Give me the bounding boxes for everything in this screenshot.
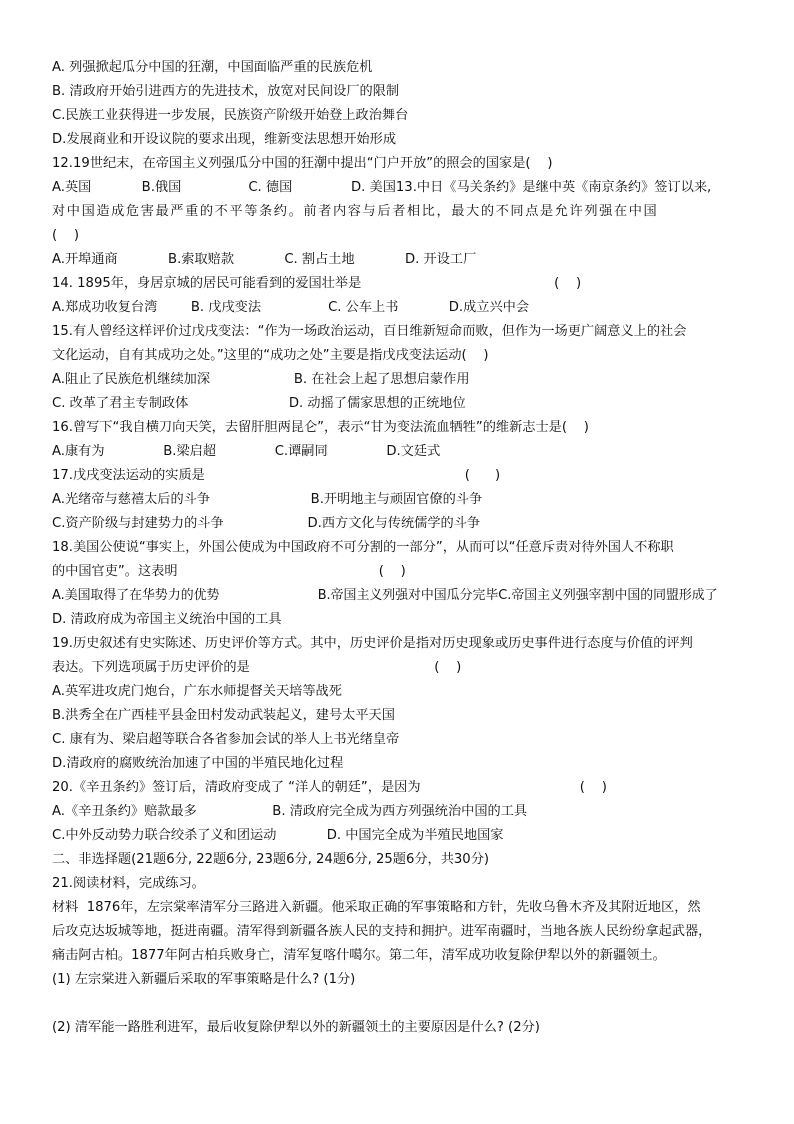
q19-option-d: D.清政府的腐败统治加速了中国的半殖民地化过程	[52, 756, 344, 771]
q11-option-a: A. 列强掀起瓜分中国的狂潮，中国面临严重的民族危机	[52, 60, 373, 75]
q18-stem: 18.美国公使说“事实上，外国公使成为中国政府不可分割的一部分”，从而可以“任意斥责对待外国人不称职	[52, 540, 674, 555]
q17-stem: 17.戊戌变法运动的实质是 ( )	[52, 468, 501, 483]
q19-option-a: A.英军进攻虎门炮台，广东水师提督关天培等战死	[52, 684, 342, 699]
q18-option-d: D. 清政府成为帝国主义统治中国的工具	[52, 612, 282, 627]
q11-option-b: B. 清政府开始引进西方的先进技术，放宽对民间设厂的限制	[52, 84, 400, 99]
q18-options-abc: A.美国取得了在华势力的优势 B.帝国主义列强对中国瓜分完毕C.帝国主义列强宰割中国的同盟形成了	[52, 588, 718, 603]
q19-option-c: C. 康有为、梁启超等联合各省参加会试的举人上书光绪皇帝	[52, 732, 400, 747]
q12-stem: 12.19世纪末，在帝国主义列强瓜分中国的狂潮中提出“门户开放”的照会的国家是( )	[52, 156, 553, 171]
q15-options-ab: A.阻止了民族危机继续加深 B. 在社会上起了思想启蒙作用	[52, 372, 470, 387]
q21-stem: 21.阅读材料，完成练习。	[52, 876, 205, 891]
q12-options-q13-stem: A.英国 B.俄国 C. 德国 D. 美国13.中日《马关条约》是继中英《南京条约》签订以来,	[52, 180, 712, 195]
q15-options-cd: C. 改革了君主专制政体 D. 动摇了儒家思想的正统地位	[52, 396, 466, 411]
q13-stem-cont: 对中国造成危害最严重的不平等条约。前者内容与后者相比，最大的不同点是允许列强在中国	[52, 204, 659, 219]
q16-stem: 16.曾写下“我自横刀向天笑，去留肝胆两昆仑”，表示“甘为变法流血牺牲”的维新志士是( )	[52, 420, 589, 435]
q21-sub-question-2: (2) 清军能一路胜利进军，最后收复除伊犁以外的新疆领土的主要原因是什么? (2分)	[52, 1020, 540, 1035]
q21-sub-question-1: (1) 左宗棠进入新疆后采取的军事策略是什么? (1分)	[52, 972, 356, 987]
q20-options-ab: A.《辛丑条约》赔款最多 B. 清政府完全成为西方列强统治中国的工具	[52, 804, 528, 819]
q19-stem-cont: 表达。下列选项属于历史评价的是 ( )	[52, 660, 462, 675]
q11-option-d: D.发展商业和开设议院的要求出现，维新变法思想开始形成	[52, 132, 397, 147]
q21-material-line-2: 后攻克达坂城等地，挺进南疆。清军得到新疆各族人民的支持和拥护。进军南疆时，当地各族人民纷纷拿起武器，	[52, 924, 712, 939]
q13-options: A.开埠通商 B.索取赔款 C. 割占土地 D. 开设工厂	[52, 252, 477, 267]
q20-stem: 20.《辛丑条约》签订后，清政府变成了 “洋人的朝廷”，是因为 ( )	[52, 780, 607, 795]
q20-options-cd: C.中外反动势力联合绞杀了义和团运动 D. 中国完全成为半殖民地国家	[52, 828, 504, 843]
q15-stem-cont: 文化运动，自有其成功之处。”这里的“成功之处”主要是指戊戌变法运动( )	[52, 348, 489, 363]
q15-stem: 15.有人曾经这样评价过戊戌变法：“作为一场政治运动，百日维新短命而败，但作为一场更广阔意义上的社会	[52, 324, 687, 339]
section-two-heading: 二、非选择题(21题6分, 22题6分, 23题6分, 24题6分, 25题6分，共30分)	[52, 852, 490, 867]
q11-option-c: C.民族工业获得进一步发展，民族资产阶级开始登上政治舞台	[52, 108, 409, 123]
q21-material-line-3: 痛击阿古柏。1877年阿古柏兵败身亡，清军复喀什噶尔。第二年，清军成功收复除伊犁以外的新疆领土。	[52, 948, 666, 963]
q21-material-line-1: 材料 1876年，左宗棠率清军分三路进入新疆。他采取正确的军事策略和方针，先收乌鲁木齐及其附近地区，然	[52, 900, 701, 915]
q19-stem: 19.历史叙述有史实陈述、历史评价等方式。其中，历史评价是指对历史现象或历史事件进行态度与价值的评判	[52, 636, 693, 651]
q13-answer-blank: ( )	[52, 228, 80, 243]
q14-stem: 14. 1895年，身居京城的居民可能看到的爱国壮举是 ( )	[52, 276, 582, 291]
q14-options: A.郑成功收复台湾 B. 戊戌变法 C. 公车上书 D.成立兴中会	[52, 300, 530, 315]
q18-stem-cont: 的中国官吏”。这表明 ( )	[52, 564, 406, 579]
q19-option-b: B.洪秀全在广西桂平县金田村发动武装起义，建号太平天国	[52, 708, 395, 723]
q16-options: A.康有为 B.梁启超 C.谭嗣同 D.文廷式	[52, 444, 441, 459]
q17-options-ab: A.光绪帝与慈禧太后的斗争 B.开明地主与顽固官僚的斗争	[52, 492, 483, 507]
q17-options-cd: C.资产阶级与封建势力的斗争 D.西方文化与传统儒学的斗争	[52, 516, 481, 531]
